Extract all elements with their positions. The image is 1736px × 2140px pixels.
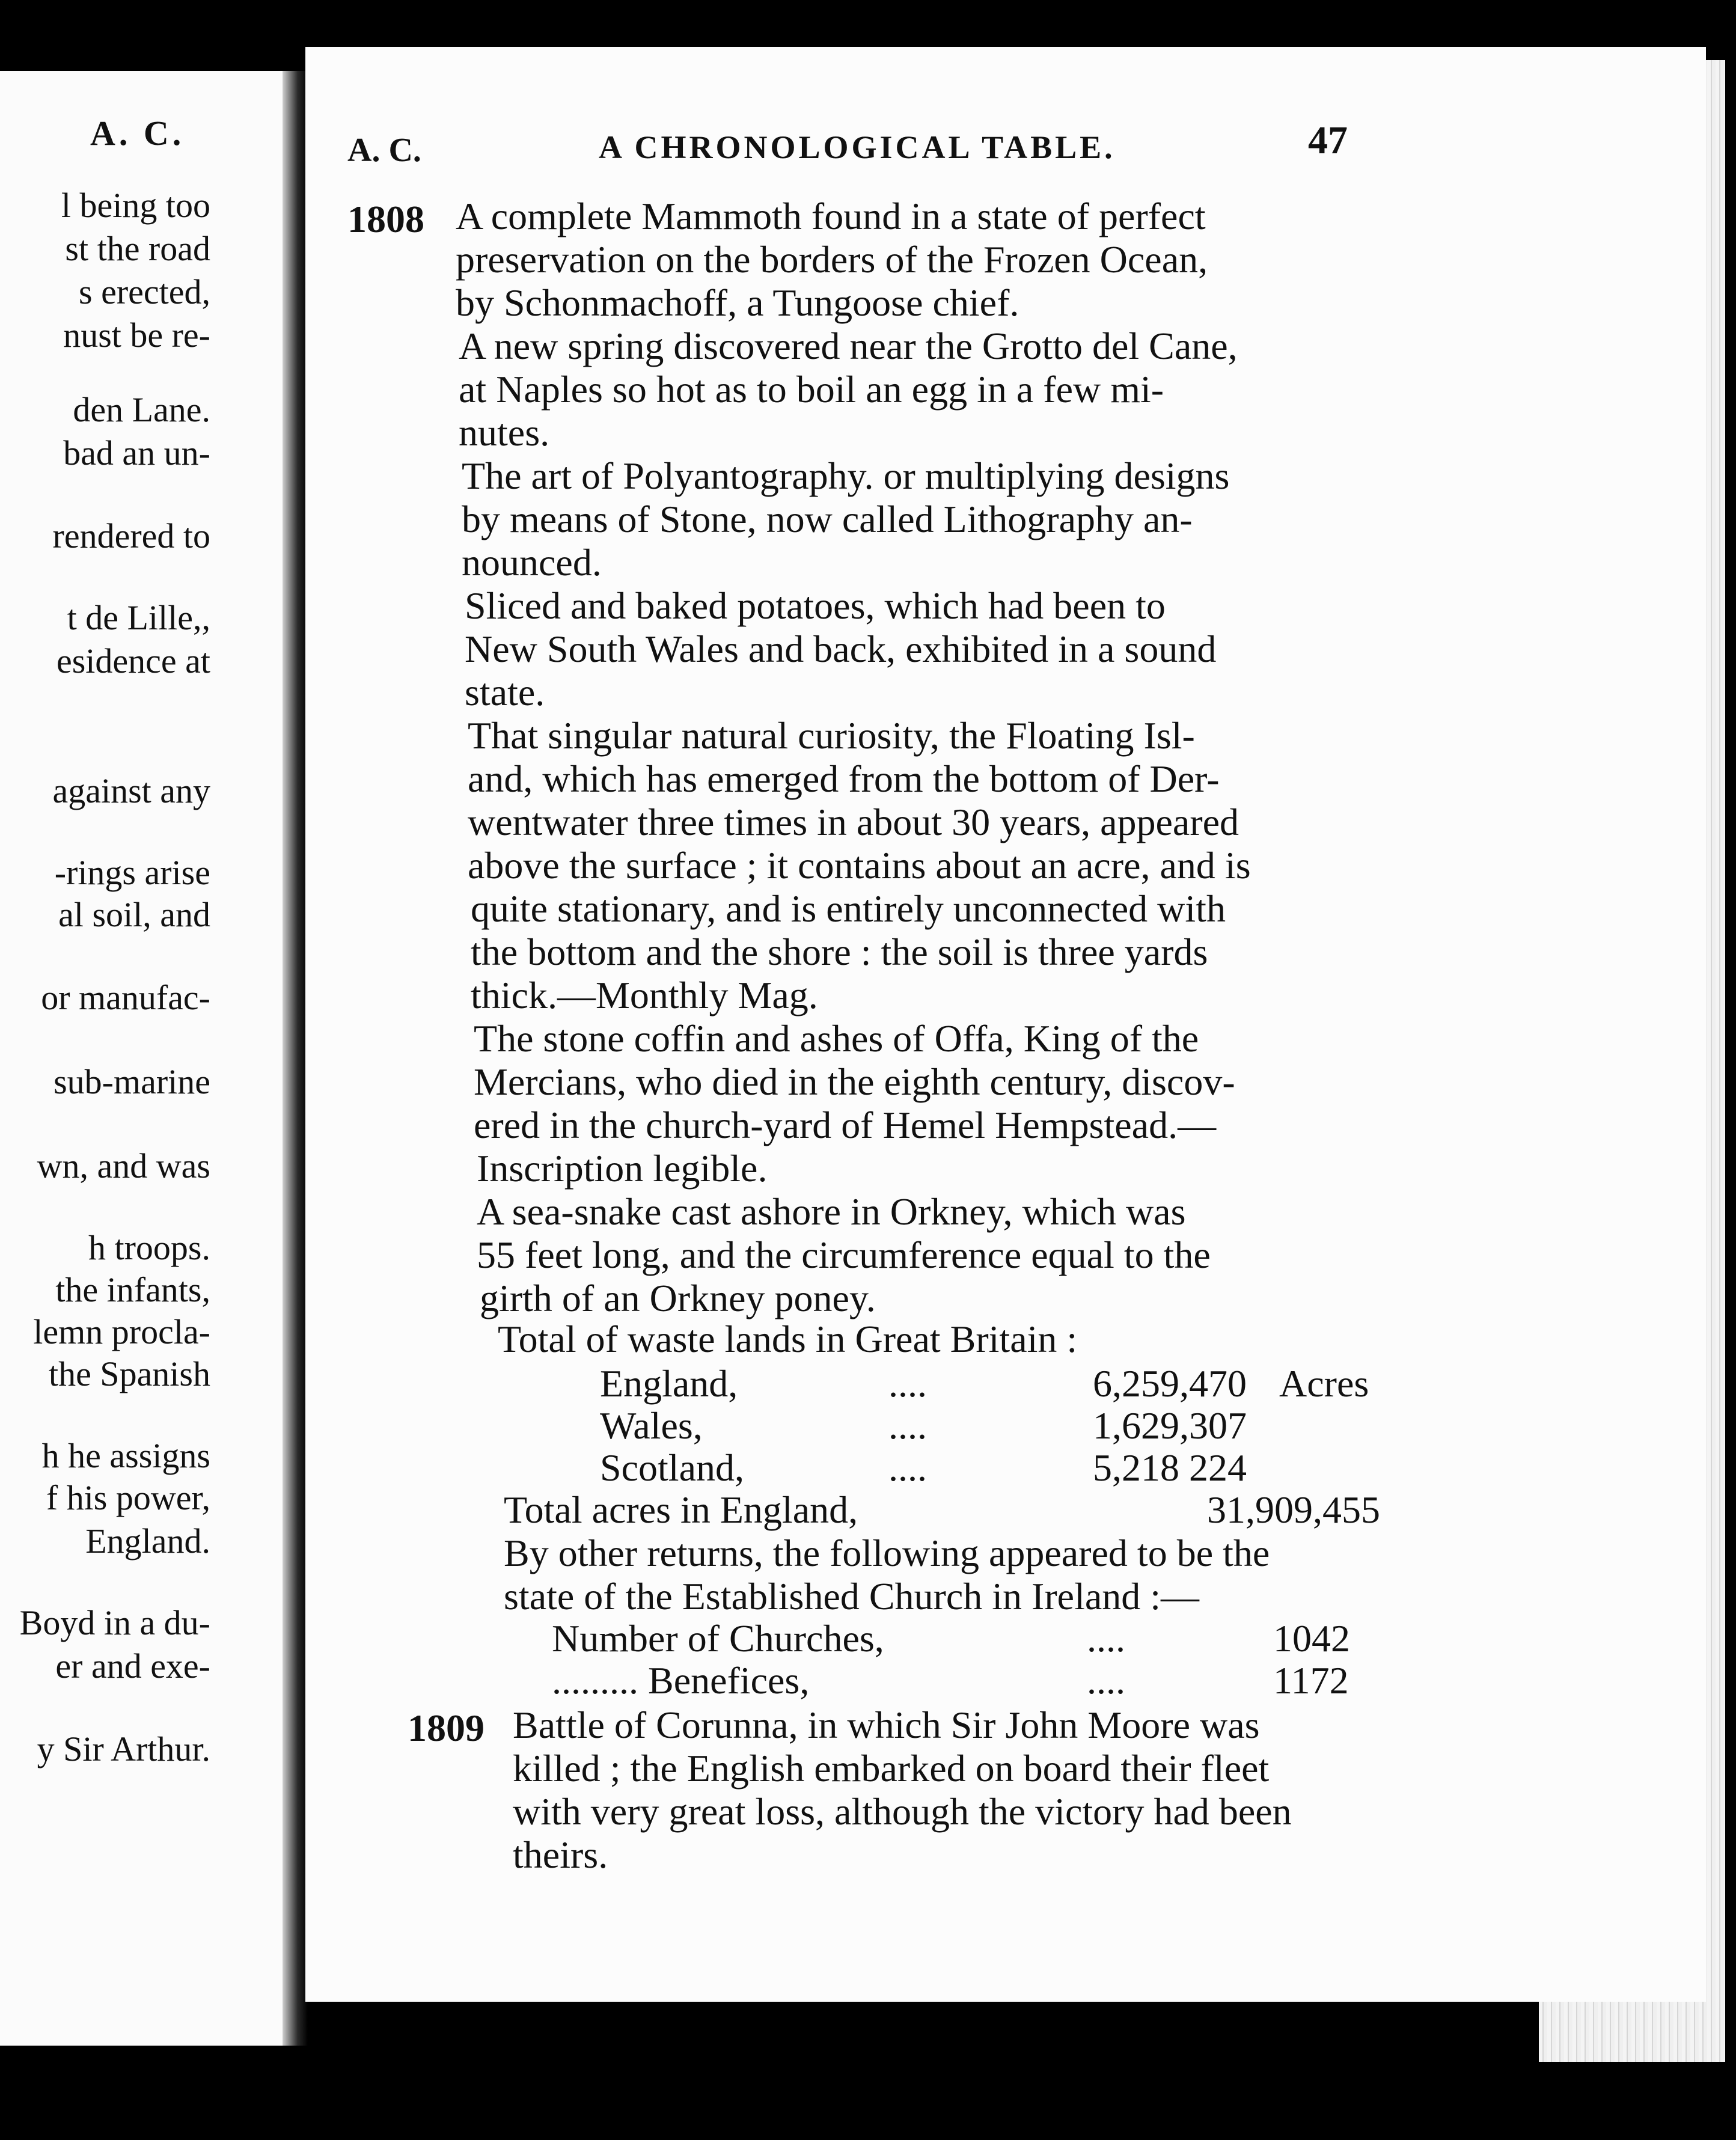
left-page-line: the Spanish	[48, 1354, 210, 1393]
entry-line: state.	[465, 671, 545, 714]
entry-line: and, which has emerged from the bottom of Der-	[468, 757, 1220, 800]
left-page-line: s erected,	[79, 272, 210, 311]
left-page-line: h troops.	[88, 1228, 210, 1267]
left-page-line: er and exe-	[55, 1646, 210, 1686]
left-page-line: l being too	[61, 186, 210, 225]
entry-line: ered in the church-yard of Hemel Hempstead.—	[474, 1104, 1217, 1146]
entry-line: nounced.	[462, 541, 602, 584]
left-page-line: y Sir Arthur.	[37, 1729, 210, 1769]
entry-line: A new spring discovered near the Grotto del Cane,	[459, 325, 1238, 367]
church-intro-line: By other returns, the following appeared to be the	[504, 1532, 1270, 1574]
waste-place: Wales,	[600, 1404, 703, 1447]
church-label: Number of Churches,	[552, 1617, 884, 1660]
waste-lands-heading: Total of waste lands in Great Britain :	[498, 1318, 1078, 1360]
entry-line: by Schonmachoff, a Tungoose chief.	[456, 281, 1019, 324]
left-page-line: lemn procla-	[33, 1312, 210, 1351]
left-page-line: st the road	[65, 229, 210, 268]
waste-dots: ....	[888, 1446, 927, 1489]
left-page-line: -rings arise	[54, 853, 210, 892]
waste-lands-row	[305, 1446, 1706, 1489]
waste-value: 1,629,307	[1093, 1404, 1247, 1447]
running-head-ac: A. C.	[347, 132, 421, 169]
entry-line: A sea-snake cast ashore in Orkney, which was	[477, 1190, 1186, 1233]
entry-line: 55 feet long, and the circumference equal to the	[477, 1234, 1211, 1276]
church-value: 1172	[1273, 1659, 1349, 1702]
entry-line: Sliced and baked potatoes, which had been to	[465, 584, 1166, 627]
waste-value: 5,218 224	[1093, 1446, 1247, 1489]
left-page-line: sub-marine	[53, 1062, 210, 1101]
left-facing-page	[0, 71, 283, 2046]
left-page-line: nust be re-	[63, 316, 210, 355]
entry-line: quite stationary, and is entirely unconnected with	[471, 887, 1226, 930]
waste-place: England,	[600, 1362, 738, 1405]
left-page-line: Boyd in a du-	[19, 1603, 210, 1642]
main-page	[305, 47, 1706, 2002]
church-label: ......... Benefices,	[552, 1659, 810, 1702]
entry-line: girth of an Orkney poney.	[480, 1277, 876, 1319]
entry-line: The stone coffin and ashes of Offa, King of the	[474, 1017, 1199, 1060]
church-dots: ....	[1087, 1617, 1125, 1660]
waste-dots: ....	[888, 1404, 927, 1447]
left-page-header: A. C.	[90, 114, 185, 153]
entry-line: at Naples so hot as to boil an egg in a few mi-	[459, 368, 1164, 411]
left-page-line: den Lane.	[73, 390, 210, 429]
waste-place: Scotland,	[600, 1446, 744, 1489]
waste-lands-row	[305, 1362, 1706, 1405]
entry-line: by means of Stone, now called Lithography an-	[462, 498, 1193, 540]
left-page-line: rendered to	[52, 516, 210, 555]
church-intro-line: state of the Established Church in Ireland :—	[504, 1575, 1200, 1618]
church-row	[305, 1659, 1706, 1702]
left-page-line: h he assigns	[41, 1436, 210, 1475]
left-page-line: England.	[85, 1521, 210, 1561]
church-dots: ....	[1087, 1659, 1125, 1702]
entry-line: Mercians, who died in the eighth century, discov-	[474, 1060, 1235, 1103]
left-page-line: wn, and was	[37, 1146, 210, 1185]
entry-1809-line: with very great loss, although the victory had been	[513, 1790, 1292, 1833]
year-1808: 1808	[347, 198, 424, 240]
entry-line: thick.—Monthly Mag.	[471, 974, 818, 1016]
left-page-line: esidence at	[56, 641, 210, 680]
waste-dots: ....	[888, 1362, 927, 1405]
left-page-line: f his power,	[46, 1478, 210, 1517]
left-page-line: against any	[52, 771, 210, 810]
waste-value: 6,259,470	[1093, 1362, 1247, 1405]
left-page-line: bad an un-	[63, 433, 210, 472]
book-gutter	[283, 71, 308, 2046]
left-page-line: al soil, and	[58, 895, 210, 934]
entry-line: above the surface ; it contains about an acre, and is	[468, 844, 1251, 887]
entry-line: That singular natural curiosity, the Floating Isl-	[468, 714, 1195, 757]
church-row	[305, 1619, 1706, 1659]
entry-line: nutes.	[459, 411, 550, 454]
entry-1809-line: Battle of Corunna, in which Sir John Moore was	[513, 1704, 1260, 1746]
total-acres-value: 31,909,455	[1207, 1488, 1380, 1531]
running-title: A CHRONOLOGICAL TABLE.	[599, 129, 1116, 165]
left-page-line: t de Lille,,	[67, 598, 210, 637]
church-value: 1042	[1273, 1617, 1350, 1660]
left-page-line: the infants,	[55, 1270, 210, 1309]
entry-line: wentwater three times in about 30 years, appeared	[468, 801, 1239, 843]
total-acres-label: Total acres in England,	[504, 1488, 858, 1531]
entry-line: A complete Mammoth found in a state of perfect	[456, 195, 1206, 237]
entry-line: The art of Polyantography. or multiplying designs	[462, 454, 1230, 497]
waste-lands-row	[305, 1404, 1706, 1447]
entry-line: Inscription legible.	[477, 1147, 768, 1190]
left-page-line: or manufac-	[41, 978, 210, 1017]
entry-line: preservation on the borders of the Frozen Ocean,	[456, 238, 1208, 281]
year-1809: 1809	[408, 1707, 484, 1749]
entry-line: New South Wales and back, exhibited in a sound	[465, 628, 1217, 670]
entry-1809-line: killed ; the English embarked on board their fleet	[513, 1747, 1270, 1790]
entry-1809-line: theirs.	[513, 1833, 608, 1876]
waste-unit: Acres	[1279, 1362, 1369, 1405]
page-number: 47	[1308, 118, 1348, 162]
total-acres-row	[305, 1488, 1706, 1531]
entry-line: the bottom and the shore : the soil is three yards	[471, 931, 1208, 973]
